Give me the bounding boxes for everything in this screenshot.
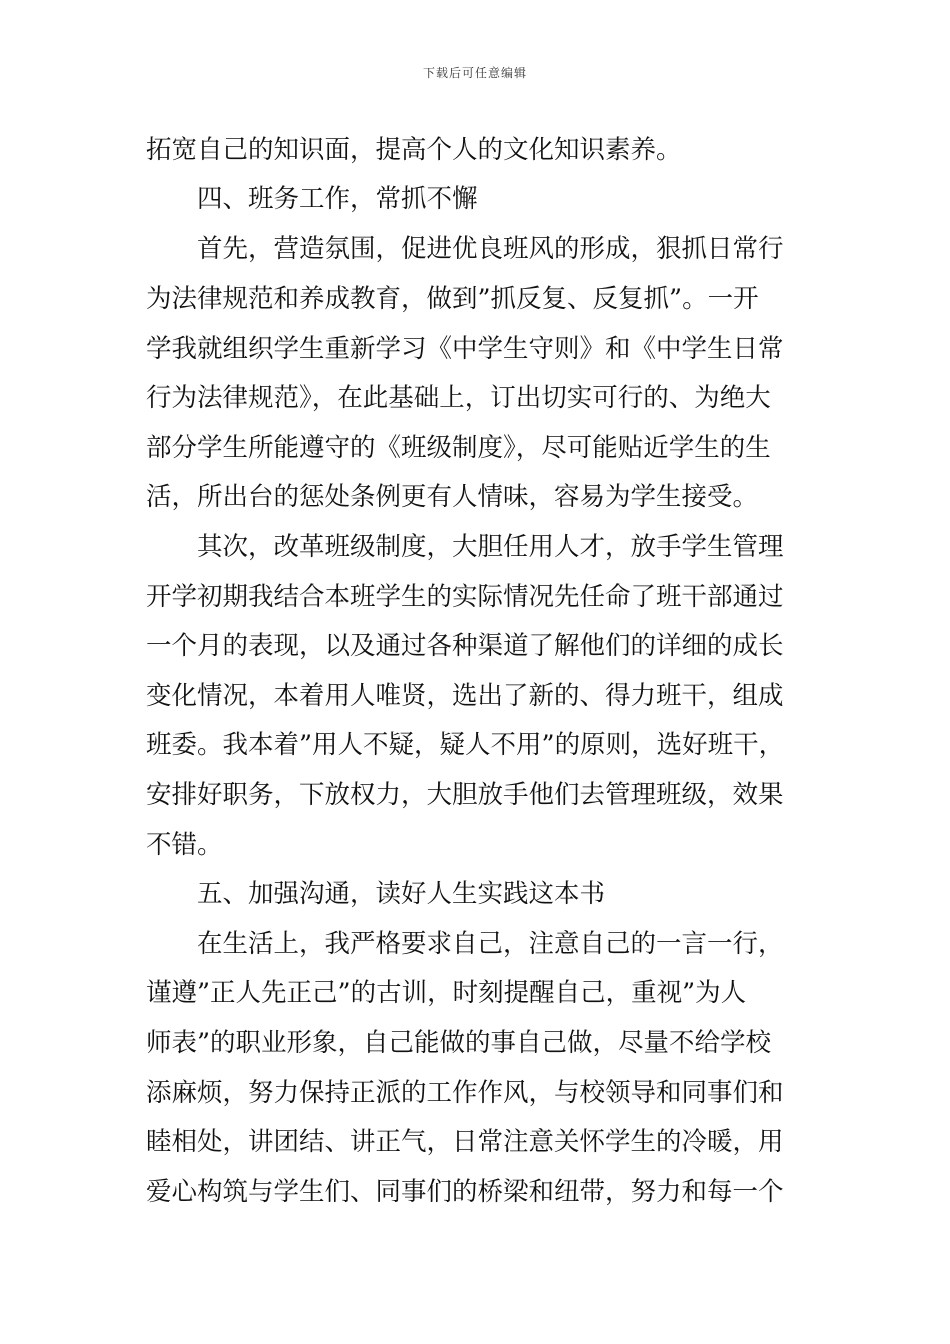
text-line: 安排好职务，下放权力，大胆放手他们去管理班级，效果 [146, 780, 784, 810]
text-line: 变化情况，本着用人唯贤，选出了新的、得力班干，组成 [146, 681, 784, 711]
text-line: 一个月的表现，以及通过各种渠道了解他们的详细的成长 [146, 631, 784, 661]
text-line: 谨遵”正人先正己”的古训，时刻提醒自己，重视”为人 [146, 978, 747, 1008]
text-line: 为法律规范和养成教育，做到”抓反复、反复抓”。一开 [146, 284, 759, 314]
text-line: 师表”的职业形象，自己能做的事自己做，尽量不给学校 [146, 1028, 772, 1058]
section-heading: 五、加强沟通，读好人生实践这本书 [197, 879, 606, 909]
text-line: 其次，改革班级制度，大胆任用人才，放手学生管理 [197, 532, 784, 562]
text-line: 首先，营造氛围，促进优良班风的形成，狠抓日常行 [197, 234, 784, 264]
text-line: 不错。 [146, 830, 223, 860]
text-line: 部分学生所能遵守的《班级制度》，尽可能贴近学生的生 [146, 433, 771, 463]
text-line: 在生活上，我严格要求自己，注意自己的一言一行， [197, 929, 784, 959]
page-header: 下载后可任意编辑 [422, 66, 527, 80]
text-line: 行为法律规范》，在此基础上，订出切实可行的、为绝大 [146, 383, 771, 413]
text-line: 开学初期我结合本班学生的实际情况先任命了班干部通过 [146, 582, 784, 612]
section-heading: 四、班务工作，常抓不懈 [197, 184, 478, 214]
text-line: 拓宽自己的知识面，提高个人的文化知识素养。 [146, 135, 682, 165]
text-line: 活，所出台的惩处条例更有人情味，容易为学生接受。 [146, 482, 759, 512]
text-line: 爱心构筑与学生们、同事们的桥梁和纽带，努力和每一个 [146, 1177, 784, 1207]
text-line: 班委。我本着”用人不疑，疑人不用”的原则，选好班干， [146, 730, 785, 760]
text-line: 学我就组织学生重新学习《中学生守则》和《中学生日常 [146, 334, 784, 364]
text-line: 睦相处，讲团结、讲正气，日常注意关怀学生的冷暖，用 [146, 1127, 784, 1157]
text-line: 添麻烦，努力保持正派的工作作风，与校领导和同事们和 [146, 1078, 784, 1108]
